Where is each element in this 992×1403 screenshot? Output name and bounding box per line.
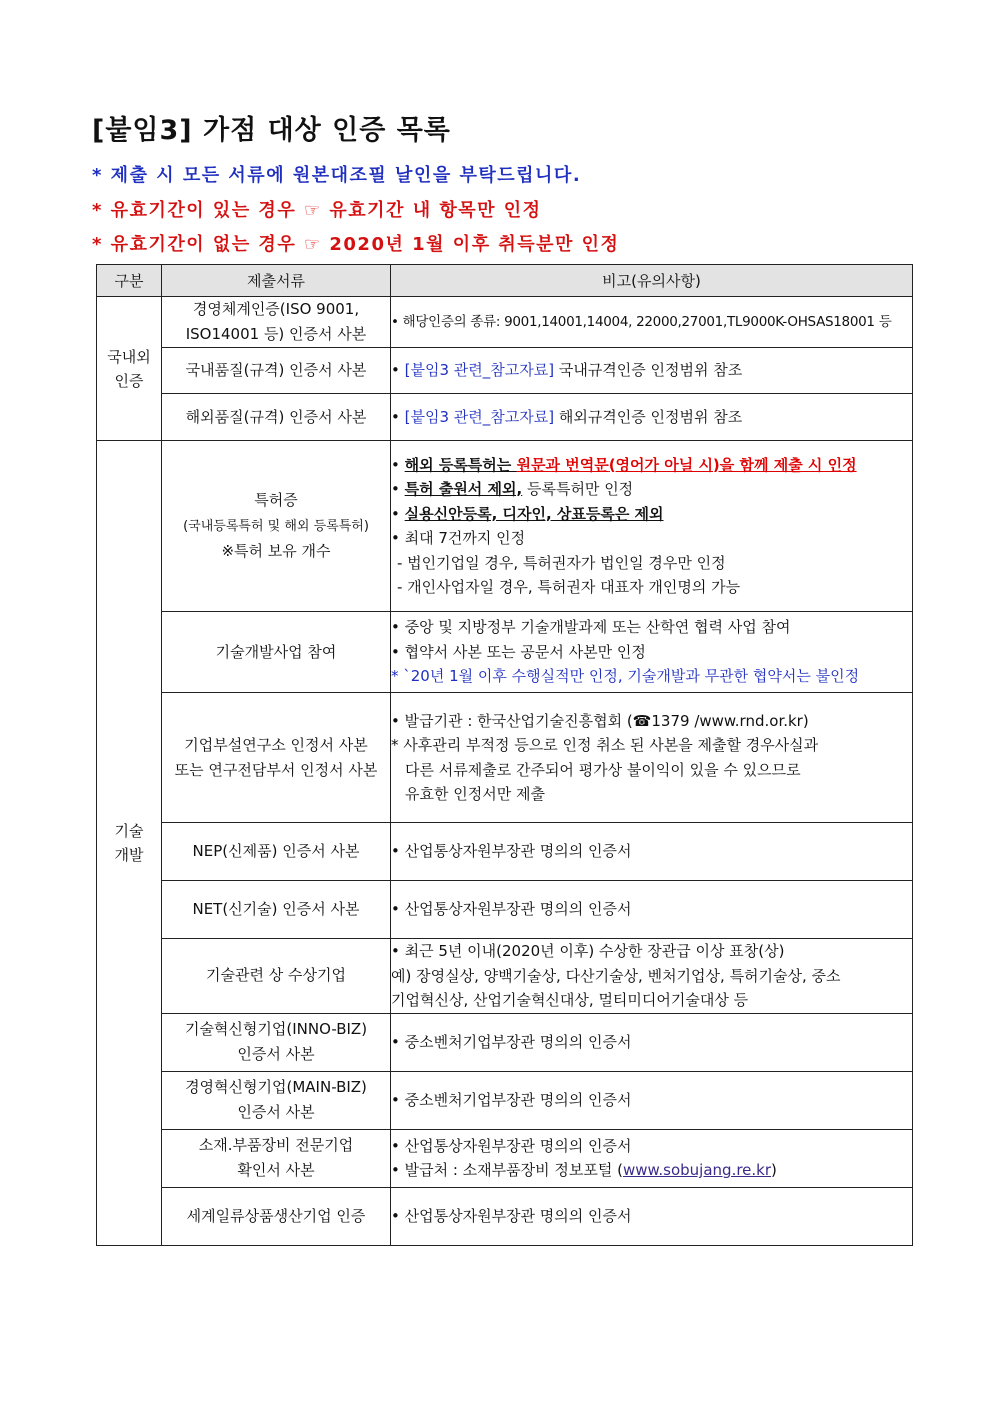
note-domestic-quality: • [붙임3 관련_참고자료] 국내규격인증 인정범위 참조 [391, 348, 913, 394]
reference-link: [붙임3 관련_참고자료] [404, 361, 555, 380]
note-innobiz: • 중소벤처기업부장관 명의의 인증서 [391, 1013, 913, 1071]
note-patent: • 해외 등록특허는 원문과 번역문(영어가 아닐 시)을 함께 제출 시 인정 • 특허 출원서 제외, 등록특허만 인정 • 실용신안등록, 디자인, 상표등록은 제외 • 최대 7건까지 인정 - 법인기업일 경우, 특허권자가 법인일 경우만 인정 - 개인사업자일 경우, 특허권자 대표자 개인명의 가능 [391, 441, 913, 612]
table-row [97, 1187, 913, 1245]
table-row [97, 441, 913, 612]
table-row [97, 939, 913, 1014]
sobujang-link[interactable]: www.sobujang.re.kr [622, 1161, 772, 1179]
note-rnd-project: • 중앙 및 지방정부 기술개발과제 또는 산학연 협력 사업 참여 • 협약서 사본 또는 공문서 사본만 인정 * `20년 1월 이후 수행실적만 인정, 기술개발과 무관한 협약서는 불인정 [391, 612, 913, 693]
certification-table [96, 264, 913, 1246]
reference-link: [붙임3 관련_참고자료] [404, 407, 555, 426]
doc-research-lab: 기업부설연구소 인정서 사본 또는 연구전담부서 인정서 사본 [162, 693, 391, 823]
note-management-system: • 해당인증의 종류: 9001,14001,14004, 22000,27001,TL9000K-OHSAS18001 등 [391, 297, 913, 348]
header-document: 제출서류 [162, 265, 391, 297]
table-row [97, 612, 913, 693]
notice-validity-period: * 유효기간이 있는 경우 ☞ 유효기간 내 항목만 인정 [92, 200, 542, 221]
doc-sobujang: 소재.부품장비 전문기업 확인서 사본 [162, 1129, 391, 1187]
note-net: • 산업통상자원부장관 명의의 인증서 [391, 881, 913, 939]
doc-rnd-project: 기술개발사업 참여 [162, 612, 391, 693]
note-research-lab: • 발급기관 : 한국산업기술진흥협회 (☎1379 /www.rnd.or.kr) * 사후관리 부적정 등으로 인정 취소 된 사본을 제출할 경우사실과 다른 서류제출로 간주되어 평가상 불이익이 있을 수 있으므로 유효한 인정서만 제출 [391, 693, 913, 823]
doc-nep: NEP(신제품) 인증서 사본 [162, 823, 391, 881]
doc-mainbiz: 경영혁신형기업(MAIN-BIZ) 인증서 사본 [162, 1071, 391, 1129]
doc-net: NET(신기술) 인증서 사본 [162, 881, 391, 939]
table-row [97, 1129, 913, 1187]
header-category: 구분 [97, 265, 162, 297]
table-row [97, 394, 913, 441]
table-row [97, 823, 913, 881]
category-domestic: 국내외 인증 [97, 297, 162, 441]
table-header-row [97, 265, 913, 297]
note-mainbiz: • 중소벤처기업부장관 명의의 인증서 [391, 1071, 913, 1129]
table-row [97, 693, 913, 823]
table-row [97, 1013, 913, 1071]
doc-management-system: 경영체계인증(ISO 9001, ISO14001 등) 인증서 사본 [162, 297, 391, 348]
note-award: • 최근 5년 이내(2020년 이후) 수상한 장관급 이상 표창(상) 예) 장영실상, 양백기술상, 다산기술상, 벤처기업상, 특허기술상, 중소 기업혁신상, 산업기술혁신대상, 멀티미디어기술대상 등 [391, 939, 913, 1014]
doc-overseas-quality: 해외품질(규격) 인증서 사본 [162, 394, 391, 441]
notice-no-validity-period: * 유효기간이 없는 경우 ☞ 2020년 1월 이후 취득분만 인정 [92, 234, 620, 255]
table-row [97, 1071, 913, 1129]
category-tech: 기술 개발 [97, 441, 162, 1246]
table-row [97, 348, 913, 394]
table-row [97, 881, 913, 939]
table-row [97, 297, 913, 348]
note-nep: • 산업통상자원부장관 명의의 인증서 [391, 823, 913, 881]
page-title: [붙임3] 가점 대상 인증 목록 [92, 115, 451, 146]
doc-patent: 특허증 (국내등록특허 및 해외 등록특허) ※특허 보유 개수 [162, 441, 391, 612]
note-sobujang: • 산업통상자원부장관 명의의 인증서 • 발급처 : 소재부품장비 정보포털 (www.sobujang.re.kr) [391, 1129, 913, 1187]
header-note: 비고(유의사항) [391, 265, 913, 297]
doc-innobiz: 기술혁신형기업(INNO-BIZ) 인증서 사본 [162, 1013, 391, 1071]
doc-world-class: 세계일류상품생산기업 인증 [162, 1187, 391, 1245]
note-overseas-quality: • [붙임3 관련_참고자료] 해외규격인증 인정범위 참조 [391, 394, 913, 441]
notice-stamp: * 제출 시 모든 서류에 원본대조필 날인을 부탁드립니다. [92, 165, 582, 186]
doc-award: 기술관련 상 수상기업 [162, 939, 391, 1014]
note-world-class: • 산업통상자원부장관 명의의 인증서 [391, 1187, 913, 1245]
doc-domestic-quality: 국내품질(규격) 인증서 사본 [162, 348, 391, 394]
